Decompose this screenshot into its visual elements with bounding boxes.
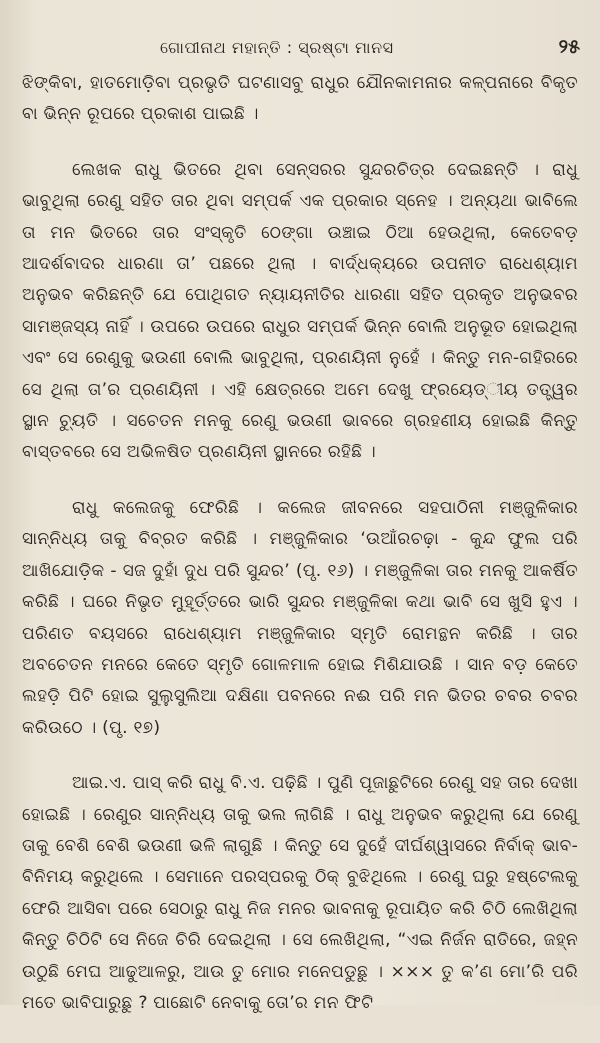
paragraph-continued: ଝିଙ୍କିବା, ହାତମୋଡ଼ିବା ପ୍ରଭୃତି ଘଟଣାସବୁ ରାଧୁର ଯୌନକାମନାର କଳ୍ପନାରେ ବିକୃତ ବା ଭିନ୍ନ ରୂପରେ ପ୍ରକାଶ ପାଇଛି । <box>22 73 578 125</box>
running-title: ଗୋପୀନାଥ ମହାନ୍ତି : ସ୍ରଷ୍ଟା ମାନସ <box>160 38 394 57</box>
paragraph: ଆଇ.ଏ. ପାସ୍ କରି ରାଧୁ ବି.ଏ. ପଢ଼ିଛି । ପୁଣି ପୂଜାଛୁଟିରେ ରେଣୁ ସହ ତାର ଦେଖା ହୋଇଛି । ରେଣୁର ସାନ୍ନିଧ୍ୟ ତାକୁ ଭଲ ଲାଗିଛି । ରାଧୁ ଅନୁଭବ କରୁଥିଲା ଯେ ରେଣୁ ତାକୁ ବେଶି ବେଶି ଭଉଣୀ ଭଳି ଲାଗୁଛି । କିନ୍ତୁ ସେ ଦୁହେଁ ଦୀର୍ଘଶ୍ୱାସରେ ନିର୍ବାକ୍ ଭାବ-ବିନିମୟ କରୁଥିଲେ । ସେମାନେ ପରସ୍ପରକୁ ଠିକ୍ ବୁଝିଥିଲେ । ରେଣୁ ଘରୁ ହଷ୍ଟେଲକୁ ଫେରି ଆସିବା ପରେ ସେଠାରୁ ରାଧୁ ନିଜ ମନର ଭାବନାକୁ ରୂପାୟିତ କରି ଚିଠି ଲେଖିଥିଲା କିନ୍ତୁ ଚିଠିଟି ସେ ନିଜେ ଚିରି ଦେଇଥିଲା । ସେ ଲେଖିଥିଲା, “ଏଇ ନିର୍ଜନ ରାତିରେ, ଜହ୍ନ ଉଠୁଛି ମେଘ ଆଢୁଆଳରୁ, ଆଉ ତୁ ମୋର ମନେପଡୁଛୁ । ××× ତୁ କ’ଣ ମୋ’ରି ପରି ମତେ ଭାବିପାରୁଛୁ ? ପାଛୋଟି ନେବାକୁ ତୋ’ର ମନ ଫିଟି <box>22 773 578 1013</box>
paragraph: ଲେଖକ ରାଧୁ ଭିତରେ ଥିବା ସେନ୍‌ସରର ସୁନ୍ଦରଚିତ୍ର ଦେଇଛନ୍ତି । ରାଧୁ ଭାବୁଥିଲା ରେଣୁ ସହିତ ତାର ଥିବା ସମ୍ପର୍କ ଏକ ପ୍ରକାର ସ୍ନେହ । ଅନ୍ୟଥା ଭାବିଲେ ତା ମନ ଭିତରେ ତାର ସଂସ୍କୃତି ଠେଙ୍ଗା ଉଞ୍ଚାଇ ଠିଆ ହେଉଥିଲା, କେତେବଡ଼ ଆଦର୍ଶବାଦର ଧାରଣା ତା’ ପଛରେ ଥିଲା । ବାର୍ଦ୍ଧକ୍ୟରେ ଉପନୀତ ରାଧେଶ୍ୟାମ ଅନୁଭବ କରିଛନ୍ତି ଯେ ପୋଥିଗତ ନ୍ୟାୟନୀତିର ଧାରଣା ସହିତ ପ୍ରକୃତ ଅନୁଭବର ସାମଞ୍ଜସ୍ୟ ନାହିଁ । ଉପରେ ଉପରେ ରାଧୁର ସମ୍ପର୍କ ଭିନ୍ନ ବୋଲି ଅନୁଭୂତ ହୋଇଥିଲା ଏବଂ ସେ ରେଣୁକୁ ଭଉଣୀ ବୋଲି ଭାବୁଥିଲା, ପ୍ରଣୟିନୀ ନୁହେଁ । କିନ୍ତୁ ମନ-ଗହିରରେ ସେ ଥିଲା ତା’ର ପ୍ରଣୟିନୀ । ଏହି କ୍ଷେତ୍ରରେ ଅମେ ଦେଖୁ ଫ୍ରୟେଡ୍‌ୀୟ ତତ୍ତ୍ୱର ସ୍ଥାନ ଚ୍ୟୁତି । ସଚେତନ ମନକୁ ରେଣୁ ଭଉଣୀ ଭାବରେ ଗ୍ରହଣୀୟ ହୋଇଛି କିନ୍ତୁ ବାସ୍ତବରେ ସେ ଅଭିଳଷିତ ପ୍ରଣୟିନୀ ସ୍ଥାନରେ ରହିଛି । <box>22 159 578 463</box>
paragraph: ରାଧୁ କଲେଜକୁ ଫେରିଛି । କଲେଜ ଜୀବନରେ ସହପାଠିନୀ ମଞ୍ଜୁଳିକାର ସାନ୍ନିଧ୍ୟ ତାକୁ ବିବ୍ରତ କରିଛି । ମଞ୍ଜୁଳିକାର ‘ଉଆଁରଚଢ଼ା - କୁନ୍ଦ ଫୁଲ ପରି ଆଖିଯୋଡ଼ିକ - ସଜ ଦୁହାଁ ଦୁଧ ପରି ସୁନ୍ଦର’ (ପୃ. ୧୬) । ମଞ୍ଜୁଳିକା ତାର ମନକୁ ଆକର୍ଷିତ କରିଛି । ଘରେ ନିଭୃତ ମୁହୂର୍ତ୍ତରେ ଭାରି ସୁନ୍ଦର ମଞ୍ଜୁଳିକା କଥା ଭାବି ସେ ଖୁସି ହୁଏ । ପରିଣତ ବୟସରେ ରାଧେଶ୍ୟାମ ମଞ୍ଜୁଳିକାର ସ୍ମୃତି ରୋମନ୍ଥନ କରିଛି । ତାର ଅବଚେତନ ମନରେ କେତେ ସ୍ମୃତି ଗୋଳମାଳ ହୋଇ ମିଶିଯାଉଛି । ସାନ ବଡ଼ କେତେ ଲହଡ଼ି ପିଟି ହୋଇ ସୁଲୁସୁଲିଆ ଦକ୍ଷିଣା ପବନରେ ନଈ ପରି ମନ ଭିତର ଚବର ଚବର କରିଉଠେ । (ପୃ. ୧୭) <box>22 497 578 738</box>
page-header <box>160 38 580 68</box>
page-number: ୨୫ <box>558 36 580 58</box>
page-body <box>22 68 578 1043</box>
